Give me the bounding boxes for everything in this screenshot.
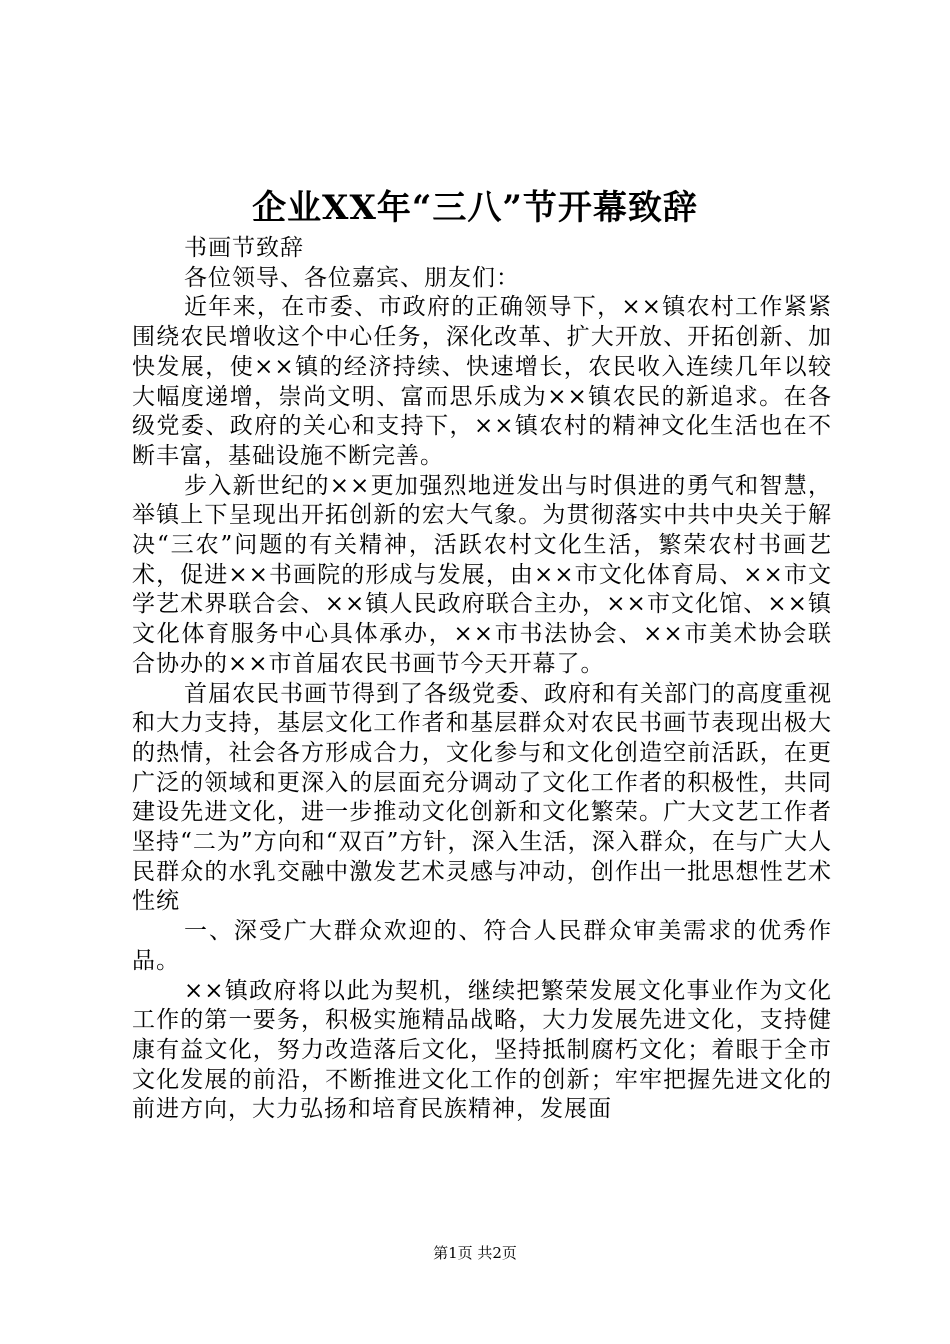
- paragraph: 首届农民书画节得到了各级党委、政府和有关部门的高度重视和大力支持，基层文化工作者和基层群众对农民书画节表现出极大的热情，社会各方形成合力，文化参与和文化创造空前活跃，在更广泛的领域和更深入的层面充分调动了文化工作者的积极性，共同建设先进文化，进一步推动文化创新和文化繁荣。广大文艺工作者坚持“二为”方向和“双百”方针，深入生活，深入群众，在与广大人民群众的水乳交融中激发艺术灵感与冲动，创作出一批思想性艺术性统: [132, 680, 832, 915]
- page-number: 第1页 共2页: [433, 1244, 517, 1262]
- document-title: 企业XX年“三八”节开幕致辞: [252, 188, 698, 228]
- paragraph: 近年来，在市委、市政府的正确领导下，××镇农村工作紧紧围绕农民增收这个中心任务，深化改革、扩大开放、开拓创新、加快发展，使××镇的经济持续、快速增长，农民收入连续几年以较大幅度递增，崇尚文明、富而思乐成为××镇农民的新追求。在各级党委、政府的关心和支持下，××镇农村的精神文化生活也在不断丰富，基础设施不断完善。: [132, 294, 832, 469]
- paragraph: ××镇政府将以此为契机，继续把繁荣发展文化事业作为文化工作的第一要务，积极实施精品战略，大力发展先进文化，支持健康有益文化，努力改造落后文化，坚持抵制腐朽文化；着眼于全市文化发展的前沿，不断推进文化工作的创新；牢牢把握先进文化的前进方向，大力弘扬和培育民族精神，发展面: [132, 977, 832, 1123]
- paragraph-heading: 书画节致辞: [184, 235, 304, 261]
- paragraph: 步入新世纪的××更加强烈地迸发出与时俱进的勇气和智慧，举镇上下呈现出开拓创新的宏大气象。为贯彻落实中共中央关于解决“三农”问题的有关精神，活跃农村文化生活，繁荣农村书画艺术，促进××书画院的形成与发展，由××市文化体育局、××市文学艺术界联合会、××镇人民政府联合主办，××市文化馆、××镇文化体育服务中心具体承办，××市书法协会、××市美术协会联合协办的××市首届农民书画节今天开幕了。: [132, 472, 832, 677]
- document-body: [132, 234, 832, 1125]
- paragraph: 一、深受广大群众欢迎的、符合人民群众审美需求的优秀作品。: [132, 918, 832, 974]
- paragraph-salutation: 各位领导、各位嘉宾、朋友们：: [184, 264, 520, 291]
